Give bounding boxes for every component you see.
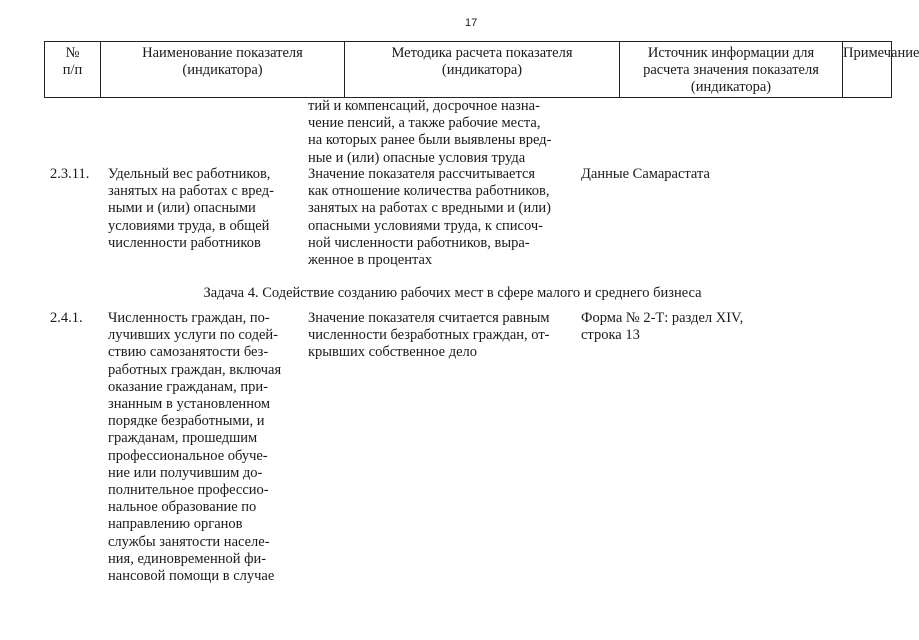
- indicator-method: Значение показателя рассчитывается как отношение количества работников, занятых на работах с вредными и (или) опасными условиями труда, к списоч- ной численности работников, выра- женное в процентах: [308, 166, 551, 269]
- header-source-label: Источник информации для расчета значения показателя (индикатора): [643, 45, 819, 95]
- indicator-name: Удельный вес работников, занятых на работах с вред- ными и (или) опасными условиями труда, в общей численности работников: [108, 166, 274, 251]
- indicator-source: Форма № 2-Т: раздел XIV, строка 13: [581, 310, 744, 344]
- task-heading: Задача 4. Содействие созданию рабочих мест в сфере малого и среднего бизнеса: [203, 285, 702, 301]
- header-method-label: Методика расчета показателя (индикатора): [391, 45, 573, 78]
- indicator-source: Данные Самарастата: [581, 166, 710, 182]
- row-number: 2.3.11.: [50, 166, 90, 182]
- header-indicator-name: [100, 42, 344, 97]
- indicator-name: Численность граждан, по- лучивших услуги по содей- ствию самозанятости без- работных граждан, включая оказание гражданам, при- знанным в установленном порядке безработными, и гражданам, прошедшим профессиональное обуче- ние или получившим до- полнительное профессио- нальное образование по направлению органов службы занятости населе- ния, единовременной фи- нансовой помощи в случае: [108, 310, 282, 585]
- table-header: [44, 41, 919, 98]
- header-method: [344, 42, 619, 97]
- header-number-label: № п/п: [62, 45, 83, 78]
- indicator-method: Значение показателя считается равным численности безработных граждан, от- крывших собственное дело: [308, 310, 550, 361]
- header-source: [619, 42, 842, 97]
- header-indicator-name-label: Наименование показателя (индикатора): [142, 45, 303, 78]
- page-number: 17: [465, 17, 478, 29]
- header-note: [842, 42, 919, 97]
- row-number: 2.4.1.: [50, 310, 83, 326]
- header-note-label: Примечание: [843, 45, 919, 61]
- header-number: [44, 42, 100, 97]
- continuation-method-text: тий и компенсаций, досрочное назна- чение пенсий, а также рабочие места, на которых ранее были выявлены вред- ные и (или) опасные условия труда: [308, 98, 552, 166]
